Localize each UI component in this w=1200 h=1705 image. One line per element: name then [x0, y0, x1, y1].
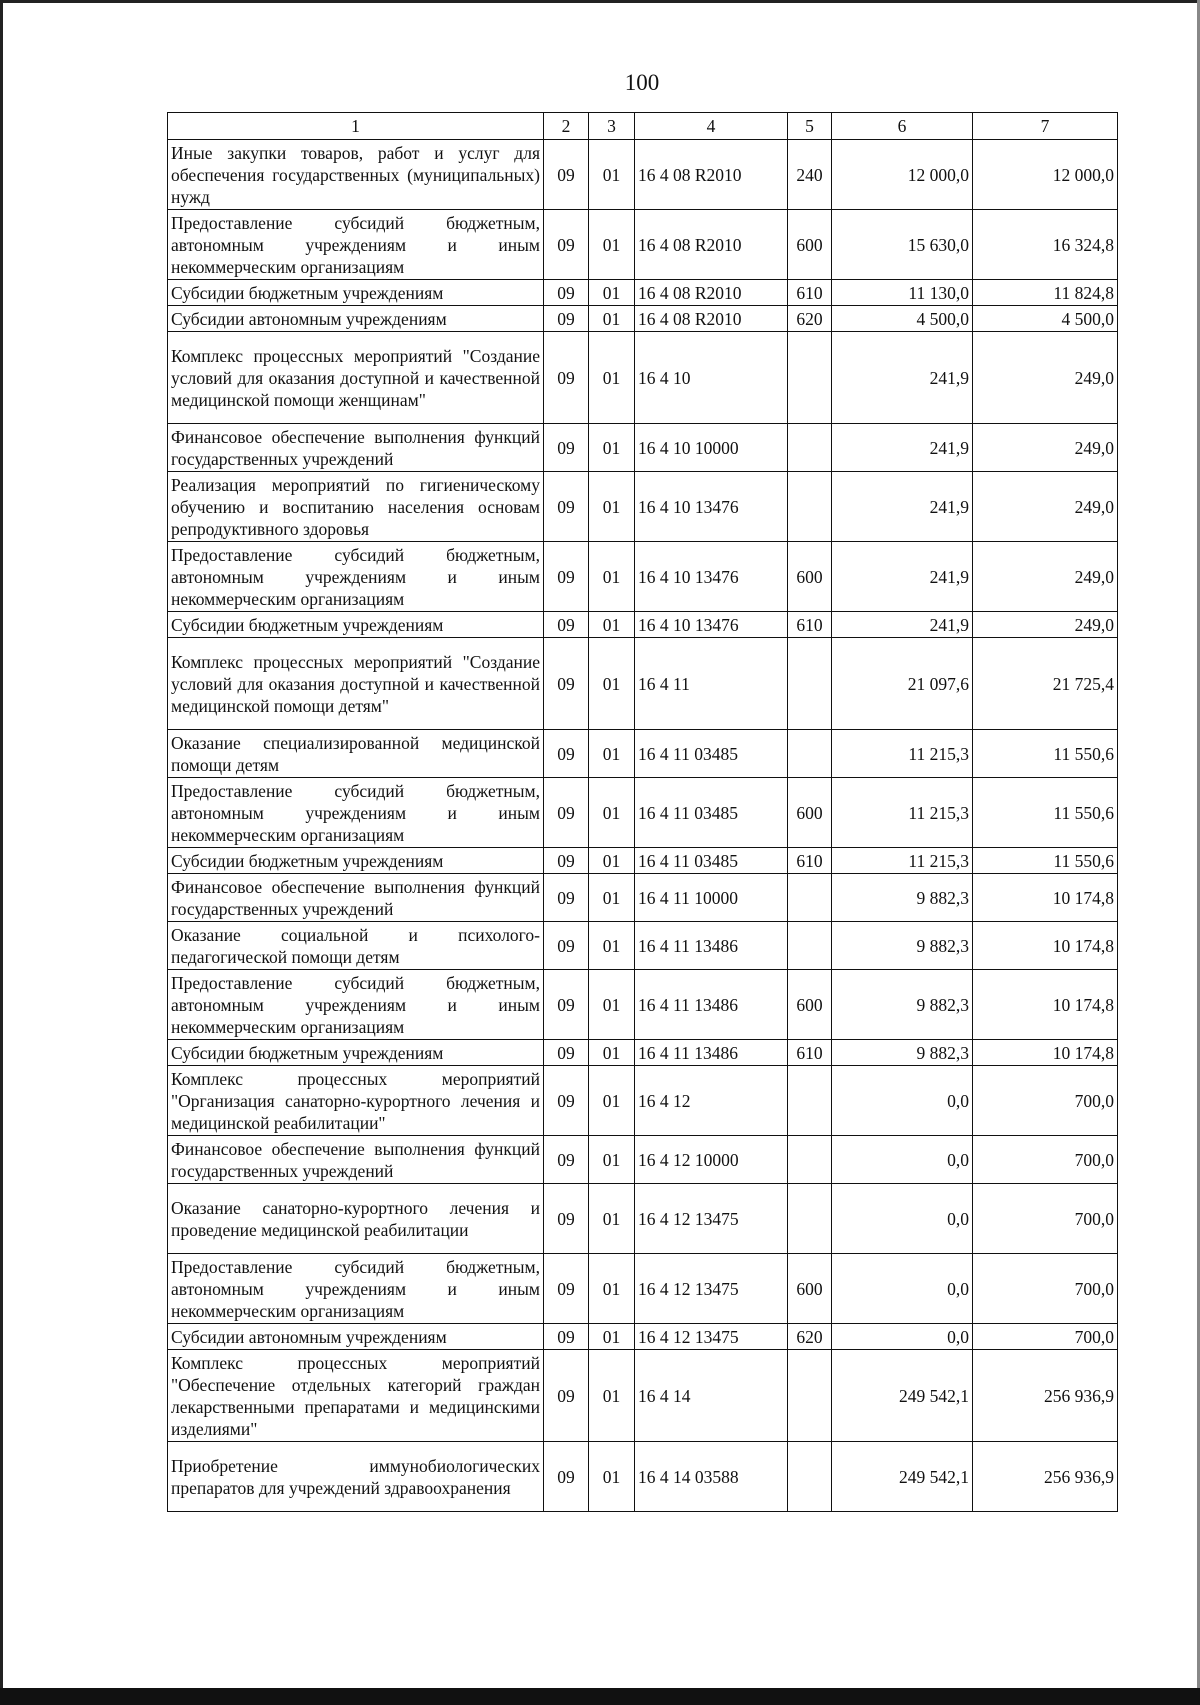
section-code-cell: 09 [544, 1066, 589, 1136]
table-row [168, 1040, 1118, 1066]
column-header: 5 [788, 113, 832, 140]
target-article-cell: 16 4 11 13486 [635, 922, 788, 970]
amount-year-1-cell: 0,0 [832, 1324, 973, 1350]
expense-type-cell [788, 472, 832, 542]
subsection-code-cell: 01 [589, 542, 635, 612]
amount-year-1-cell: 9 882,3 [832, 922, 973, 970]
table-row [168, 730, 1118, 778]
target-article-cell: 16 4 11 03485 [635, 778, 788, 848]
amount-year-1-cell: 15 630,0 [832, 210, 973, 280]
amount-year-2-cell: 700,0 [973, 1254, 1118, 1324]
amount-year-2-cell: 249,0 [973, 472, 1118, 542]
row-name-cell: Субсидии бюджетным учреждениям [168, 848, 544, 874]
section-code-cell: 09 [544, 542, 589, 612]
amount-year-2-cell: 700,0 [973, 1066, 1118, 1136]
amount-year-2-cell: 10 174,8 [973, 1040, 1118, 1066]
table-row [168, 140, 1118, 210]
target-article-cell: 16 4 12 10000 [635, 1136, 788, 1184]
target-article-cell: 16 4 11 13486 [635, 970, 788, 1040]
subsection-code-cell: 01 [589, 848, 635, 874]
target-article-cell: 16 4 08 R2010 [635, 140, 788, 210]
amount-year-1-cell: 21 097,6 [832, 638, 973, 730]
amount-year-1-cell: 11 130,0 [832, 280, 973, 306]
expense-type-cell [788, 1350, 832, 1442]
expense-type-cell: 600 [788, 778, 832, 848]
expense-type-cell [788, 874, 832, 922]
row-name-cell: Предоставление субсидий бюджетным, автономным учреждениям и иным некоммерческим организациям [168, 542, 544, 612]
expense-type-cell: 610 [788, 848, 832, 874]
subsection-code-cell: 01 [589, 1350, 635, 1442]
amount-year-1-cell: 11 215,3 [832, 848, 973, 874]
section-code-cell: 09 [544, 874, 589, 922]
table-row [168, 1066, 1118, 1136]
table-row [168, 472, 1118, 542]
table-row [168, 332, 1118, 424]
target-article-cell: 16 4 12 13475 [635, 1184, 788, 1254]
amount-year-2-cell: 249,0 [973, 424, 1118, 472]
expense-type-cell: 620 [788, 306, 832, 332]
amount-year-1-cell: 241,9 [832, 472, 973, 542]
row-name-cell: Субсидии бюджетным учреждениям [168, 1040, 544, 1066]
amount-year-1-cell: 241,9 [832, 332, 973, 424]
amount-year-1-cell: 4 500,0 [832, 306, 973, 332]
amount-year-2-cell: 256 936,9 [973, 1350, 1118, 1442]
expense-type-cell: 240 [788, 140, 832, 210]
amount-year-1-cell: 0,0 [832, 1184, 973, 1254]
expense-type-cell [788, 424, 832, 472]
column-header: 7 [973, 113, 1118, 140]
row-name-cell: Финансовое обеспечение выполнения функций государственных учреждений [168, 424, 544, 472]
target-article-cell: 16 4 08 R2010 [635, 280, 788, 306]
row-name-cell: Субсидии бюджетным учреждениям [168, 280, 544, 306]
row-name-cell: Комплекс процессных мероприятий "Создание условий для оказания доступной и качественной медицинской помощи детям" [168, 638, 544, 730]
expense-type-cell: 600 [788, 1254, 832, 1324]
amount-year-1-cell: 241,9 [832, 542, 973, 612]
amount-year-2-cell: 249,0 [973, 332, 1118, 424]
target-article-cell: 16 4 10 13476 [635, 612, 788, 638]
subsection-code-cell: 01 [589, 730, 635, 778]
subsection-code-cell: 01 [589, 1066, 635, 1136]
scan-border-bottom [0, 1688, 1200, 1705]
subsection-code-cell: 01 [589, 778, 635, 848]
section-code-cell: 09 [544, 970, 589, 1040]
table-row [168, 922, 1118, 970]
expense-type-cell: 620 [788, 1324, 832, 1350]
section-code-cell: 09 [544, 280, 589, 306]
amount-year-1-cell: 249 542,1 [832, 1350, 973, 1442]
section-code-cell: 09 [544, 922, 589, 970]
subsection-code-cell: 01 [589, 612, 635, 638]
target-article-cell: 16 4 10 13476 [635, 542, 788, 612]
table-row [168, 542, 1118, 612]
scan-border-top [0, 0, 1200, 3]
amount-year-1-cell: 0,0 [832, 1254, 973, 1324]
amount-year-2-cell: 256 936,9 [973, 1442, 1118, 1512]
column-header: 1 [168, 113, 544, 140]
column-header: 4 [635, 113, 788, 140]
subsection-code-cell: 01 [589, 306, 635, 332]
subsection-code-cell: 01 [589, 1442, 635, 1512]
table-row [168, 612, 1118, 638]
row-name-cell: Субсидии автономным учреждениям [168, 306, 544, 332]
target-article-cell: 16 4 11 [635, 638, 788, 730]
section-code-cell: 09 [544, 306, 589, 332]
column-header: 2 [544, 113, 589, 140]
subsection-code-cell: 01 [589, 874, 635, 922]
amount-year-1-cell: 9 882,3 [832, 1040, 973, 1066]
table-row [168, 210, 1118, 280]
section-code-cell: 09 [544, 1040, 589, 1066]
amount-year-2-cell: 10 174,8 [973, 970, 1118, 1040]
section-code-cell: 09 [544, 1442, 589, 1512]
table-row [168, 638, 1118, 730]
subsection-code-cell: 01 [589, 210, 635, 280]
amount-year-1-cell: 9 882,3 [832, 874, 973, 922]
row-name-cell: Оказание санаторно-курортного лечения и проведение медицинской реабилитации [168, 1184, 544, 1254]
target-article-cell: 16 4 11 13486 [635, 1040, 788, 1066]
amount-year-2-cell: 11 550,6 [973, 730, 1118, 778]
amount-year-2-cell: 11 550,6 [973, 778, 1118, 848]
expense-type-cell [788, 922, 832, 970]
row-name-cell: Оказание социальной и психолого-педагогической помощи детям [168, 922, 544, 970]
expense-type-cell [788, 730, 832, 778]
subsection-code-cell: 01 [589, 1324, 635, 1350]
expense-type-cell: 600 [788, 970, 832, 1040]
amount-year-1-cell: 9 882,3 [832, 970, 973, 1040]
expense-type-cell: 610 [788, 280, 832, 306]
amount-year-2-cell: 16 324,8 [973, 210, 1118, 280]
expense-type-cell [788, 1184, 832, 1254]
table-header-row [168, 113, 1118, 140]
amount-year-1-cell: 241,9 [832, 612, 973, 638]
table-row [168, 848, 1118, 874]
section-code-cell: 09 [544, 1184, 589, 1254]
expense-type-cell: 600 [788, 210, 832, 280]
subsection-code-cell: 01 [589, 424, 635, 472]
target-article-cell: 16 4 11 10000 [635, 874, 788, 922]
subsection-code-cell: 01 [589, 332, 635, 424]
row-name-cell: Комплекс процессных мероприятий "Организация санаторно-курортного лечения и медицинской реабилитации" [168, 1066, 544, 1136]
subsection-code-cell: 01 [589, 1184, 635, 1254]
target-article-cell: 16 4 14 [635, 1350, 788, 1442]
page-number: 100 [624, 70, 660, 95]
amount-year-2-cell: 12 000,0 [973, 140, 1118, 210]
target-article-cell: 16 4 12 13475 [635, 1324, 788, 1350]
amount-year-2-cell: 249,0 [973, 542, 1118, 612]
subsection-code-cell: 01 [589, 638, 635, 730]
row-name-cell: Иные закупки товаров, работ и услуг для обеспечения государственных (муниципальных) нужд [168, 140, 544, 210]
row-name-cell: Предоставление субсидий бюджетным, автономным учреждениям и иным некоммерческим организациям [168, 1254, 544, 1324]
section-code-cell: 09 [544, 1254, 589, 1324]
budget-table [167, 112, 1118, 1512]
expense-type-cell [788, 1066, 832, 1136]
expense-type-cell [788, 1136, 832, 1184]
section-code-cell: 09 [544, 730, 589, 778]
row-name-cell: Приобретение иммунобиологических препаратов для учреждений здравоохранения [168, 1442, 544, 1512]
section-code-cell: 09 [544, 1136, 589, 1184]
row-name-cell: Предоставление субсидий бюджетным, автономным учреждениям и иным некоммерческим организациям [168, 210, 544, 280]
section-code-cell: 09 [544, 140, 589, 210]
row-name-cell: Предоставление субсидий бюджетным, автономным учреждениям и иным некоммерческим организациям [168, 970, 544, 1040]
row-name-cell: Субсидии автономным учреждениям [168, 1324, 544, 1350]
subsection-code-cell: 01 [589, 472, 635, 542]
row-name-cell: Комплекс процессных мероприятий "Создание условий для оказания доступной и качественной медицинской помощи женщинам" [168, 332, 544, 424]
row-name-cell: Предоставление субсидий бюджетным, автономным учреждениям и иным некоммерческим организациям [168, 778, 544, 848]
amount-year-1-cell: 241,9 [832, 424, 973, 472]
subsection-code-cell: 01 [589, 1136, 635, 1184]
target-article-cell: 16 4 10 [635, 332, 788, 424]
amount-year-2-cell: 11 824,8 [973, 280, 1118, 306]
target-article-cell: 16 4 11 03485 [635, 848, 788, 874]
section-code-cell: 09 [544, 424, 589, 472]
subsection-code-cell: 01 [589, 922, 635, 970]
amount-year-2-cell: 10 174,8 [973, 922, 1118, 970]
target-article-cell: 16 4 11 03485 [635, 730, 788, 778]
target-article-cell: 16 4 10 13476 [635, 472, 788, 542]
target-article-cell: 16 4 08 R2010 [635, 306, 788, 332]
subsection-code-cell: 01 [589, 1040, 635, 1066]
table-row [168, 970, 1118, 1040]
row-name-cell: Финансовое обеспечение выполнения функций государственных учреждений [168, 874, 544, 922]
expense-type-cell [788, 638, 832, 730]
table-row [168, 306, 1118, 332]
amount-year-2-cell: 700,0 [973, 1184, 1118, 1254]
expense-type-cell [788, 332, 832, 424]
table-row [168, 1350, 1118, 1442]
subsection-code-cell: 01 [589, 970, 635, 1040]
expense-type-cell: 610 [788, 1040, 832, 1066]
column-header: 3 [589, 113, 635, 140]
row-name-cell: Финансовое обеспечение выполнения функций государственных учреждений [168, 1136, 544, 1184]
target-article-cell: 16 4 08 R2010 [635, 210, 788, 280]
table-row [168, 1254, 1118, 1324]
table-row [168, 424, 1118, 472]
expense-type-cell [788, 1442, 832, 1512]
expense-type-cell: 600 [788, 542, 832, 612]
table-row [168, 280, 1118, 306]
amount-year-2-cell: 249,0 [973, 612, 1118, 638]
row-name-cell: Оказание специализированной медицинской помощи детям [168, 730, 544, 778]
subsection-code-cell: 01 [589, 280, 635, 306]
section-code-cell: 09 [544, 332, 589, 424]
table-row [168, 1324, 1118, 1350]
row-name-cell: Субсидии бюджетным учреждениям [168, 612, 544, 638]
table-row [168, 1442, 1118, 1512]
amount-year-1-cell: 11 215,3 [832, 778, 973, 848]
section-code-cell: 09 [544, 638, 589, 730]
section-code-cell: 09 [544, 778, 589, 848]
section-code-cell: 09 [544, 612, 589, 638]
amount-year-2-cell: 21 725,4 [973, 638, 1118, 730]
target-article-cell: 16 4 12 13475 [635, 1254, 788, 1324]
table-row [168, 778, 1118, 848]
table-row [168, 1184, 1118, 1254]
target-article-cell: 16 4 12 [635, 1066, 788, 1136]
column-header: 6 [832, 113, 973, 140]
expense-type-cell: 610 [788, 612, 832, 638]
amount-year-2-cell: 700,0 [973, 1136, 1118, 1184]
section-code-cell: 09 [544, 1350, 589, 1442]
amount-year-1-cell: 12 000,0 [832, 140, 973, 210]
scan-border-left [0, 0, 3, 1705]
amount-year-2-cell: 4 500,0 [973, 306, 1118, 332]
subsection-code-cell: 01 [589, 140, 635, 210]
amount-year-1-cell: 0,0 [832, 1066, 973, 1136]
section-code-cell: 09 [544, 210, 589, 280]
row-name-cell: Реализация мероприятий по гигиеническому обучению и воспитанию населения основам репродуктивного здоровья [168, 472, 544, 542]
amount-year-2-cell: 11 550,6 [973, 848, 1118, 874]
table-body [168, 140, 1118, 1512]
target-article-cell: 16 4 14 03588 [635, 1442, 788, 1512]
table-row [168, 1136, 1118, 1184]
amount-year-2-cell: 700,0 [973, 1324, 1118, 1350]
amount-year-2-cell: 10 174,8 [973, 874, 1118, 922]
amount-year-1-cell: 0,0 [832, 1136, 973, 1184]
target-article-cell: 16 4 10 10000 [635, 424, 788, 472]
section-code-cell: 09 [544, 1324, 589, 1350]
amount-year-1-cell: 11 215,3 [832, 730, 973, 778]
subsection-code-cell: 01 [589, 1254, 635, 1324]
section-code-cell: 09 [544, 472, 589, 542]
table-row [168, 874, 1118, 922]
amount-year-1-cell: 249 542,1 [832, 1442, 973, 1512]
section-code-cell: 09 [544, 848, 589, 874]
row-name-cell: Комплекс процессных мероприятий "Обеспечение отдельных категорий граждан лекарственными препаратами и медицинскими изделиями" [168, 1350, 544, 1442]
